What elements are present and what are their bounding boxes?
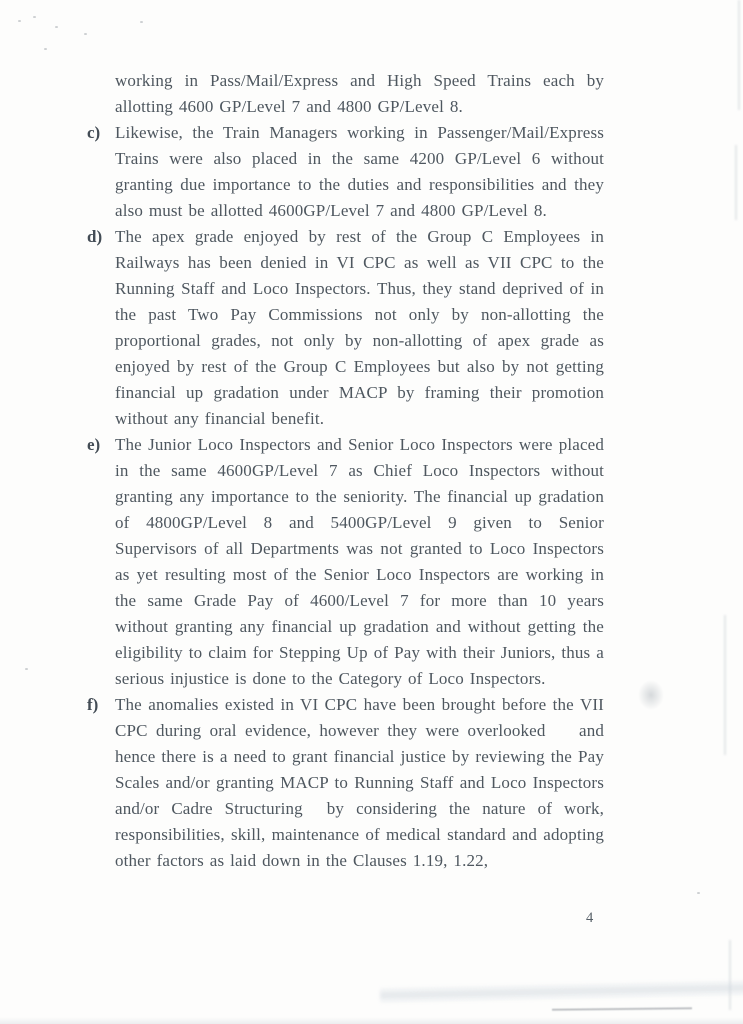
paragraph-label-e: e) — [87, 435, 101, 454]
scan-speck — [697, 892, 700, 894]
scan-speck — [44, 48, 47, 50]
paragraph-text-e: The Junior Loco Inspectors and Senior Loco Inspectors were placed in the same 4600GP/Level 7 as Chief Loco Inspectors without granting any importance to the seniority. The financial up gradation of 4800GP/Level 8 and 5400GP/Level 9 given to Senior Supervisors of all Departments was not granted to Loco Inspectors as yet resulting most of the Senior Loco Inspectors are working in the same Grade Pay of 4600/Level 7 for more than 10 years without granting any financial up gradation and without getting the eligibility to claim for Stepping Up of Pay with their Juniors, thus a serious injustice is done to the Category of Loco Inspectors. — [115, 435, 610, 688]
paragraph-label-c: c) — [87, 123, 101, 142]
page-bottom-edge-shading — [0, 1017, 743, 1024]
scan-speck — [55, 26, 58, 28]
paragraph-continuation — [115, 68, 610, 120]
page-bottom-shadow — [380, 980, 743, 1003]
scan-speck — [84, 33, 87, 35]
paragraph-label-f: f) — [87, 695, 99, 714]
paragraph-c — [87, 120, 610, 224]
document-body-text — [87, 68, 610, 874]
paragraph-text-f: The anomalies existed in VI CPC have been brought before the VII CPC during oral evidence, however they were overlooked and hence there is a need to grant financial justice by reviewing the Pay Scales and/or granting MACP to Running Staff and Loco Inspectors and/or Cadre Structuring by considering the nature of work, responsibilities, skill, maintenance of medical standard and adopting other factors as laid down in the Clauses 1.19, 1.22, — [115, 695, 610, 870]
page-number: 4 — [586, 910, 594, 926]
scan-edge-streak — [724, 615, 726, 755]
paragraph-text-d: The apex grade enjoyed by rest of the Group C Employees in Railways has been denied in VI CPC as well as VII CPC to the Running Staff and Loco Inspectors. Thus, they stand deprived of in the past Two Pay Commissions not only by non-allotting the proportional grades, not only by non-allotting of apex grade as enjoyed by rest of the Group C Employees but also by not getting financial up gradation under MACP by framing their promotion without any financial benefit. — [115, 227, 610, 428]
scan-smudge — [638, 680, 664, 710]
scan-speck — [33, 16, 36, 18]
paragraph-d — [87, 224, 610, 432]
scan-speck — [25, 668, 28, 670]
scan-edge-streak — [729, 940, 731, 1010]
scan-speck — [18, 20, 21, 22]
page-bottom-line — [552, 1007, 692, 1010]
scan-speck — [140, 21, 143, 23]
paragraph-e — [87, 432, 610, 692]
scan-edge-streak — [738, 0, 740, 110]
paragraph-text: working in Pass/Mail/Express and High Speed Trains each by allotting 4600 GP/Level 7 and 4800 GP/Level 8. — [115, 71, 610, 116]
paragraph-label-d: d) — [87, 227, 103, 246]
paragraph-text-c: Likewise, the Train Managers working in Passenger/Mail/Express Trains were also placed in the same 4200 GP/Level 6 without granting due importance to the duties and responsibilities and they also must be allotted 4600GP/Level 7 and 4800 GP/Level 8. — [115, 123, 610, 220]
scan-edge-streak — [735, 145, 737, 220]
paragraph-f — [87, 692, 610, 874]
